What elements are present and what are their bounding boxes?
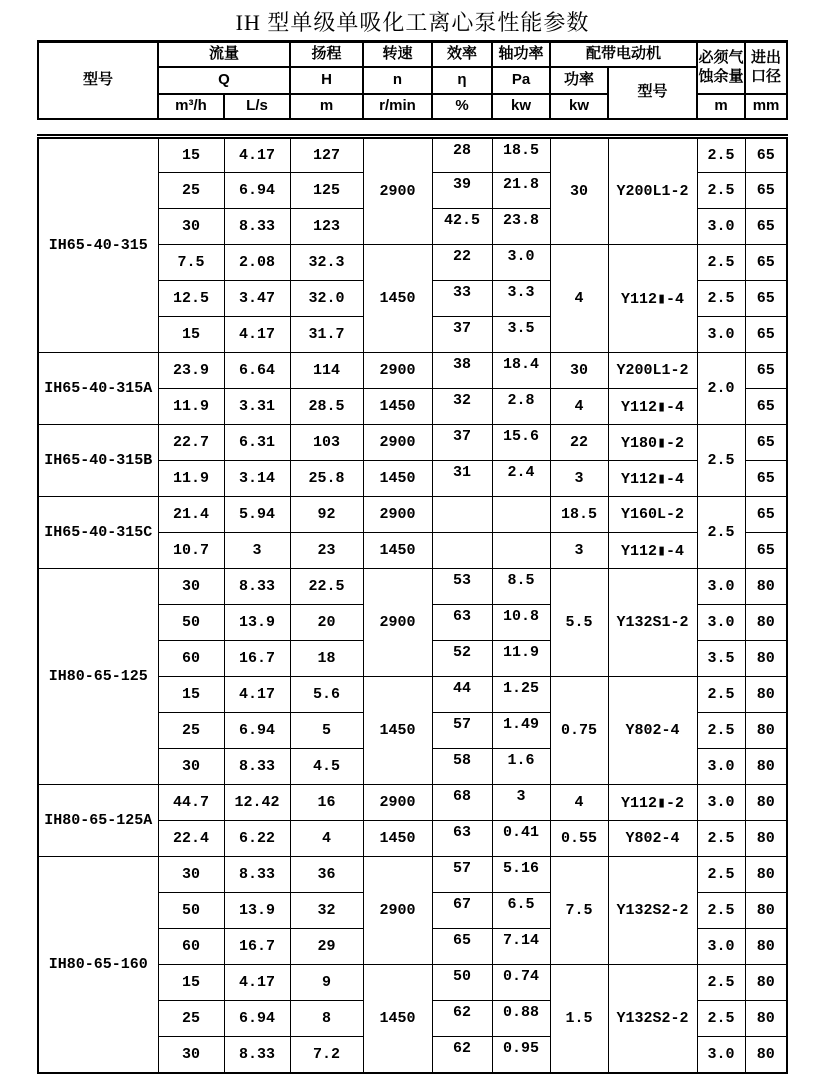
header-h-symbol: H: [290, 67, 363, 94]
cell-shaft-power: 3.5: [492, 317, 550, 353]
cell-flow-m3h: 30: [158, 749, 224, 785]
cell-efficiency: 53: [432, 569, 492, 605]
cell-efficiency: 62: [432, 1037, 492, 1073]
cell-npsh: 2.5: [697, 425, 745, 497]
cell-flow-m3h: 11.9: [158, 389, 224, 425]
cell-npsh: 3.0: [697, 785, 745, 821]
cell-npsh: 2.5: [697, 893, 745, 929]
unit-percent: %: [432, 94, 492, 119]
cell-npsh: 2.5: [697, 965, 745, 1001]
cell-efficiency: 28: [432, 137, 492, 173]
cell-head: 4: [290, 821, 363, 857]
unit-m3h: m³/h: [158, 94, 224, 119]
cell-npsh: 2.5: [697, 173, 745, 209]
cell-flow-m3h: 25: [158, 173, 224, 209]
unit-m: m: [290, 94, 363, 119]
header-eta-symbol: η: [432, 67, 492, 94]
cell-flow-m3h: 23.9: [158, 353, 224, 389]
cell-npsh: 2.5: [697, 245, 745, 281]
cell-efficiency: [432, 497, 492, 533]
cell-motor-power: 30: [550, 137, 608, 245]
cell-efficiency: 42.5: [432, 209, 492, 245]
cell-npsh: 3.0: [697, 317, 745, 353]
cell-diameter: 80: [745, 677, 787, 713]
cell-flow-ls: 6.94: [224, 713, 290, 749]
page-title: IH 型单级单吸化工离心泵性能参数: [235, 10, 590, 35]
cell-flow-m3h: 11.9: [158, 461, 224, 497]
cell-speed: 2900: [363, 137, 432, 245]
cell-motor-power: 18.5: [550, 497, 608, 533]
cell-motor-model: Y802-4: [608, 677, 697, 785]
cell-flow-ls: 6.64: [224, 353, 290, 389]
cell-speed: 1450: [363, 461, 432, 497]
cell-motor-model: Y112▮-4: [608, 461, 697, 497]
cell-shaft-power: 7.14: [492, 929, 550, 965]
cell-head: 92: [290, 497, 363, 533]
cell-shaft-power: 18.4: [492, 353, 550, 389]
cell-npsh: 2.5: [697, 713, 745, 749]
cell-speed: 2900: [363, 857, 432, 965]
cell-pump-model: IH65-40-315B: [38, 425, 158, 497]
cell-diameter: 65: [745, 317, 787, 353]
unit-ls: L/s: [224, 94, 290, 119]
cell-pump-model: IH65-40-315: [38, 137, 158, 353]
cell-npsh: 2.0: [697, 353, 745, 425]
cell-npsh: 2.5: [697, 497, 745, 569]
cell-pump-model: IH65-40-315C: [38, 497, 158, 569]
cell-head: 25.8: [290, 461, 363, 497]
cell-flow-ls: 13.9: [224, 893, 290, 929]
cell-motor-power: 3: [550, 533, 608, 569]
header-npsh-line2: 蚀余量: [698, 67, 744, 85]
cell-flow-ls: 4.17: [224, 137, 290, 173]
cell-diameter: 65: [745, 281, 787, 317]
cell-speed: 2900: [363, 569, 432, 677]
cell-pump-model: IH80-65-160: [38, 857, 158, 1073]
cell-shaft-power: 3: [492, 785, 550, 821]
cell-efficiency: 63: [432, 605, 492, 641]
cell-shaft-power: 0.41: [492, 821, 550, 857]
cell-npsh: 2.5: [697, 821, 745, 857]
cell-speed: 1450: [363, 533, 432, 569]
cell-flow-m3h: 25: [158, 713, 224, 749]
cell-diameter: 80: [745, 1037, 787, 1073]
cell-head: 31.7: [290, 317, 363, 353]
cell-efficiency: 50: [432, 965, 492, 1001]
cell-efficiency: 65: [432, 929, 492, 965]
header-shaft-power: 轴功率: [492, 42, 550, 67]
cell-speed: 1450: [363, 965, 432, 1073]
cell-flow-ls: 4.17: [224, 317, 290, 353]
cell-flow-m3h: 50: [158, 893, 224, 929]
cell-shaft-power: 1.6: [492, 749, 550, 785]
cell-flow-ls: 2.08: [224, 245, 290, 281]
cell-speed: 1450: [363, 677, 432, 785]
cell-flow-m3h: 15: [158, 965, 224, 1001]
unit-kw-motor: kw: [550, 94, 608, 119]
cell-shaft-power: 23.8: [492, 209, 550, 245]
cell-flow-ls: 12.42: [224, 785, 290, 821]
cell-pump-model: IH80-65-125A: [38, 785, 158, 857]
cell-diameter: 80: [745, 749, 787, 785]
cell-flow-ls: 13.9: [224, 605, 290, 641]
cell-motor-power: 4: [550, 785, 608, 821]
cell-npsh: 2.5: [697, 137, 745, 173]
cell-speed: 2900: [363, 785, 432, 821]
header-pa-symbol: Pa: [492, 67, 550, 94]
cell-flow-m3h: 60: [158, 641, 224, 677]
table-row: [38, 353, 787, 389]
cell-diameter: 65: [745, 497, 787, 533]
header-speed: 转速: [363, 42, 432, 67]
cell-diameter: 65: [745, 173, 787, 209]
cell-head: 103: [290, 425, 363, 461]
cell-flow-m3h: 30: [158, 857, 224, 893]
cell-motor-model: Y112▮-4: [608, 245, 697, 353]
cell-flow-m3h: 30: [158, 569, 224, 605]
cell-head: 18: [290, 641, 363, 677]
cell-efficiency: 57: [432, 857, 492, 893]
cell-diameter: 80: [745, 1001, 787, 1037]
cell-efficiency: 63: [432, 821, 492, 857]
cell-motor-power: 30: [550, 353, 608, 389]
cell-shaft-power: 0.74: [492, 965, 550, 1001]
cell-npsh: 2.5: [697, 1001, 745, 1037]
cell-motor-model: Y200L1-2: [608, 353, 697, 389]
cell-npsh: 3.0: [697, 749, 745, 785]
cell-flow-ls: 16.7: [224, 929, 290, 965]
cell-efficiency: 39: [432, 173, 492, 209]
cell-head: 32: [290, 893, 363, 929]
cell-speed: 2900: [363, 353, 432, 389]
cell-head: 20: [290, 605, 363, 641]
cell-efficiency: 31: [432, 461, 492, 497]
cell-diameter: 80: [745, 821, 787, 857]
cell-flow-ls: 8.33: [224, 209, 290, 245]
cell-head: 28.5: [290, 389, 363, 425]
cell-flow-ls: 6.94: [224, 173, 290, 209]
cell-motor-power: 1.5: [550, 965, 608, 1073]
table-row: [38, 569, 787, 605]
cell-flow-ls: 8.33: [224, 749, 290, 785]
cell-diameter: 80: [745, 641, 787, 677]
cell-diameter: 80: [745, 857, 787, 893]
cell-flow-m3h: 60: [158, 929, 224, 965]
cell-flow-ls: 6.31: [224, 425, 290, 461]
cell-flow-m3h: 44.7: [158, 785, 224, 821]
table-row: [38, 857, 787, 893]
cell-flow-m3h: 15: [158, 317, 224, 353]
cell-head: 32.3: [290, 245, 363, 281]
cell-motor-power: 0.55: [550, 821, 608, 857]
cell-speed: 2900: [363, 497, 432, 533]
cell-npsh: 3.0: [697, 605, 745, 641]
cell-head: 32.0: [290, 281, 363, 317]
cell-speed: 1450: [363, 821, 432, 857]
cell-diameter: 80: [745, 713, 787, 749]
cell-head: 4.5: [290, 749, 363, 785]
cell-shaft-power: 5.16: [492, 857, 550, 893]
cell-diameter: 80: [745, 965, 787, 1001]
cell-head: 8: [290, 1001, 363, 1037]
cell-shaft-power: 3.3: [492, 281, 550, 317]
cell-flow-ls: 6.22: [224, 821, 290, 857]
cell-efficiency: 67: [432, 893, 492, 929]
cell-efficiency: 22: [432, 245, 492, 281]
cell-shaft-power: 3.0: [492, 245, 550, 281]
cell-diameter: 65: [745, 353, 787, 389]
cell-flow-m3h: 25: [158, 1001, 224, 1037]
cell-efficiency: 57: [432, 713, 492, 749]
cell-head: 29: [290, 929, 363, 965]
cell-efficiency: 58: [432, 749, 492, 785]
header-motor-model: 型号: [608, 67, 697, 119]
cell-diameter: 80: [745, 569, 787, 605]
cell-speed: 2900: [363, 425, 432, 461]
cell-motor-power: 0.75: [550, 677, 608, 785]
cell-head: 9: [290, 965, 363, 1001]
cell-shaft-power: 15.6: [492, 425, 550, 461]
cell-shaft-power: 0.88: [492, 1001, 550, 1037]
cell-flow-m3h: 22.4: [158, 821, 224, 857]
cell-head: 36: [290, 857, 363, 893]
cell-flow-ls: 8.33: [224, 1037, 290, 1073]
cell-flow-ls: 8.33: [224, 857, 290, 893]
cell-shaft-power: [492, 497, 550, 533]
cell-npsh: 2.5: [697, 281, 745, 317]
cell-flow-ls: 5.94: [224, 497, 290, 533]
cell-shaft-power: 1.49: [492, 713, 550, 749]
cell-shaft-power: 2.4: [492, 461, 550, 497]
cell-speed: 1450: [363, 245, 432, 353]
cell-shaft-power: 21.8: [492, 173, 550, 209]
cell-shaft-power: 10.8: [492, 605, 550, 641]
cell-flow-m3h: 50: [158, 605, 224, 641]
header-head: 扬程: [290, 42, 363, 67]
cell-npsh: 3.0: [697, 1037, 745, 1073]
cell-flow-m3h: 30: [158, 209, 224, 245]
cell-efficiency: [432, 533, 492, 569]
cell-flow-m3h: 21.4: [158, 497, 224, 533]
cell-shaft-power: 18.5: [492, 137, 550, 173]
cell-motor-power: 4: [550, 245, 608, 353]
cell-flow-ls: 3.31: [224, 389, 290, 425]
cell-flow-m3h: 7.5: [158, 245, 224, 281]
cell-motor-power: 4: [550, 389, 608, 425]
cell-shaft-power: 6.5: [492, 893, 550, 929]
header-model: 型号: [38, 42, 158, 119]
cell-head: 127: [290, 137, 363, 173]
header-diameter-line2: 口径: [751, 67, 782, 85]
cell-diameter: 65: [745, 137, 787, 173]
cell-npsh: 3.5: [697, 641, 745, 677]
cell-motor-model: Y112▮-4: [608, 389, 697, 425]
cell-head: 125: [290, 173, 363, 209]
cell-motor-model: Y160L-2: [608, 497, 697, 533]
unit-npsh-m: m: [697, 94, 745, 119]
header-diameter-line1: 进出: [751, 49, 782, 66]
cell-efficiency: 37: [432, 425, 492, 461]
cell-diameter: 80: [745, 605, 787, 641]
cell-flow-ls: 8.33: [224, 569, 290, 605]
cell-shaft-power: 8.5: [492, 569, 550, 605]
table-row: [38, 497, 787, 533]
cell-head: 16: [290, 785, 363, 821]
cell-head: 7.2: [290, 1037, 363, 1073]
unit-mm: mm: [745, 94, 787, 119]
cell-efficiency: 38: [432, 353, 492, 389]
cell-flow-m3h: 30: [158, 1037, 224, 1073]
table-row: [38, 785, 787, 821]
cell-motor-model: Y132S1-2: [608, 569, 697, 677]
cell-efficiency: 68: [432, 785, 492, 821]
cell-pump-model: IH80-65-125: [38, 569, 158, 785]
cell-npsh: 3.0: [697, 569, 745, 605]
cell-flow-ls: 4.17: [224, 677, 290, 713]
cell-head: 123: [290, 209, 363, 245]
header-motor-power: 功率: [550, 67, 608, 94]
cell-diameter: 80: [745, 785, 787, 821]
cell-head: 5: [290, 713, 363, 749]
cell-motor-model: Y132S2-2: [608, 965, 697, 1073]
cell-motor-model: Y180▮-2: [608, 425, 697, 461]
cell-shaft-power: 0.95: [492, 1037, 550, 1073]
cell-motor-power: 3: [550, 461, 608, 497]
table-row: [38, 425, 787, 461]
cell-shaft-power: 1.25: [492, 677, 550, 713]
cell-flow-ls: 3.47: [224, 281, 290, 317]
cell-speed: 1450: [363, 389, 432, 425]
cell-motor-power: 22: [550, 425, 608, 461]
cell-motor-model: Y200L1-2: [608, 137, 697, 245]
cell-diameter: 65: [745, 461, 787, 497]
cell-motor-model: Y132S2-2: [608, 857, 697, 965]
cell-flow-m3h: 12.5: [158, 281, 224, 317]
pump-table-body: [37, 134, 788, 1074]
cell-efficiency: 44: [432, 677, 492, 713]
cell-head: 114: [290, 353, 363, 389]
unit-kw-shaft: kw: [492, 94, 550, 119]
cell-flow-ls: 16.7: [224, 641, 290, 677]
header-motor: 配带电动机: [550, 42, 697, 67]
cell-efficiency: 52: [432, 641, 492, 677]
cell-diameter: 65: [745, 389, 787, 425]
cell-shaft-power: 11.9: [492, 641, 550, 677]
header-flow: 流量: [158, 42, 290, 67]
cell-npsh: 2.5: [697, 857, 745, 893]
cell-efficiency: 37: [432, 317, 492, 353]
cell-flow-ls: 3.14: [224, 461, 290, 497]
cell-flow-m3h: 15: [158, 677, 224, 713]
cell-motor-model: Y112▮-2: [608, 785, 697, 821]
header-q-symbol: Q: [158, 67, 290, 94]
cell-flow-ls: 4.17: [224, 965, 290, 1001]
cell-motor-model: Y112▮-4: [608, 533, 697, 569]
cell-diameter: 65: [745, 425, 787, 461]
cell-head: 22.5: [290, 569, 363, 605]
cell-npsh: 3.0: [697, 209, 745, 245]
cell-npsh: 3.0: [697, 929, 745, 965]
cell-flow-ls: 6.94: [224, 1001, 290, 1037]
cell-diameter: 65: [745, 533, 787, 569]
cell-motor-power: 5.5: [550, 569, 608, 677]
table-row: [38, 137, 787, 173]
cell-efficiency: 32: [432, 389, 492, 425]
cell-shaft-power: 2.8: [492, 389, 550, 425]
cell-flow-m3h: 10.7: [158, 533, 224, 569]
cell-head: 23: [290, 533, 363, 569]
cell-pump-model: IH65-40-315A: [38, 353, 158, 425]
cell-efficiency: 33: [432, 281, 492, 317]
header-diameter: [745, 42, 787, 94]
cell-diameter: 65: [745, 245, 787, 281]
header-n-symbol: n: [363, 67, 432, 94]
cell-flow-ls: 3: [224, 533, 290, 569]
cell-diameter: 80: [745, 893, 787, 929]
cell-efficiency: 62: [432, 1001, 492, 1037]
cell-motor-power: 7.5: [550, 857, 608, 965]
unit-rmin: r/min: [363, 94, 432, 119]
cell-npsh: 2.5: [697, 677, 745, 713]
cell-flow-m3h: 15: [158, 137, 224, 173]
cell-diameter: 65: [745, 209, 787, 245]
header-efficiency: 效率: [432, 42, 492, 67]
cell-diameter: 80: [745, 929, 787, 965]
pump-table-header: [37, 40, 788, 120]
cell-head: 5.6: [290, 677, 363, 713]
cell-flow-m3h: 22.7: [158, 425, 224, 461]
header-npsh-line1: 必须气: [698, 49, 744, 66]
header-row-1: [38, 42, 787, 67]
header-npsh: [697, 42, 745, 94]
cell-motor-model: Y802-4: [608, 821, 697, 857]
cell-shaft-power: [492, 533, 550, 569]
